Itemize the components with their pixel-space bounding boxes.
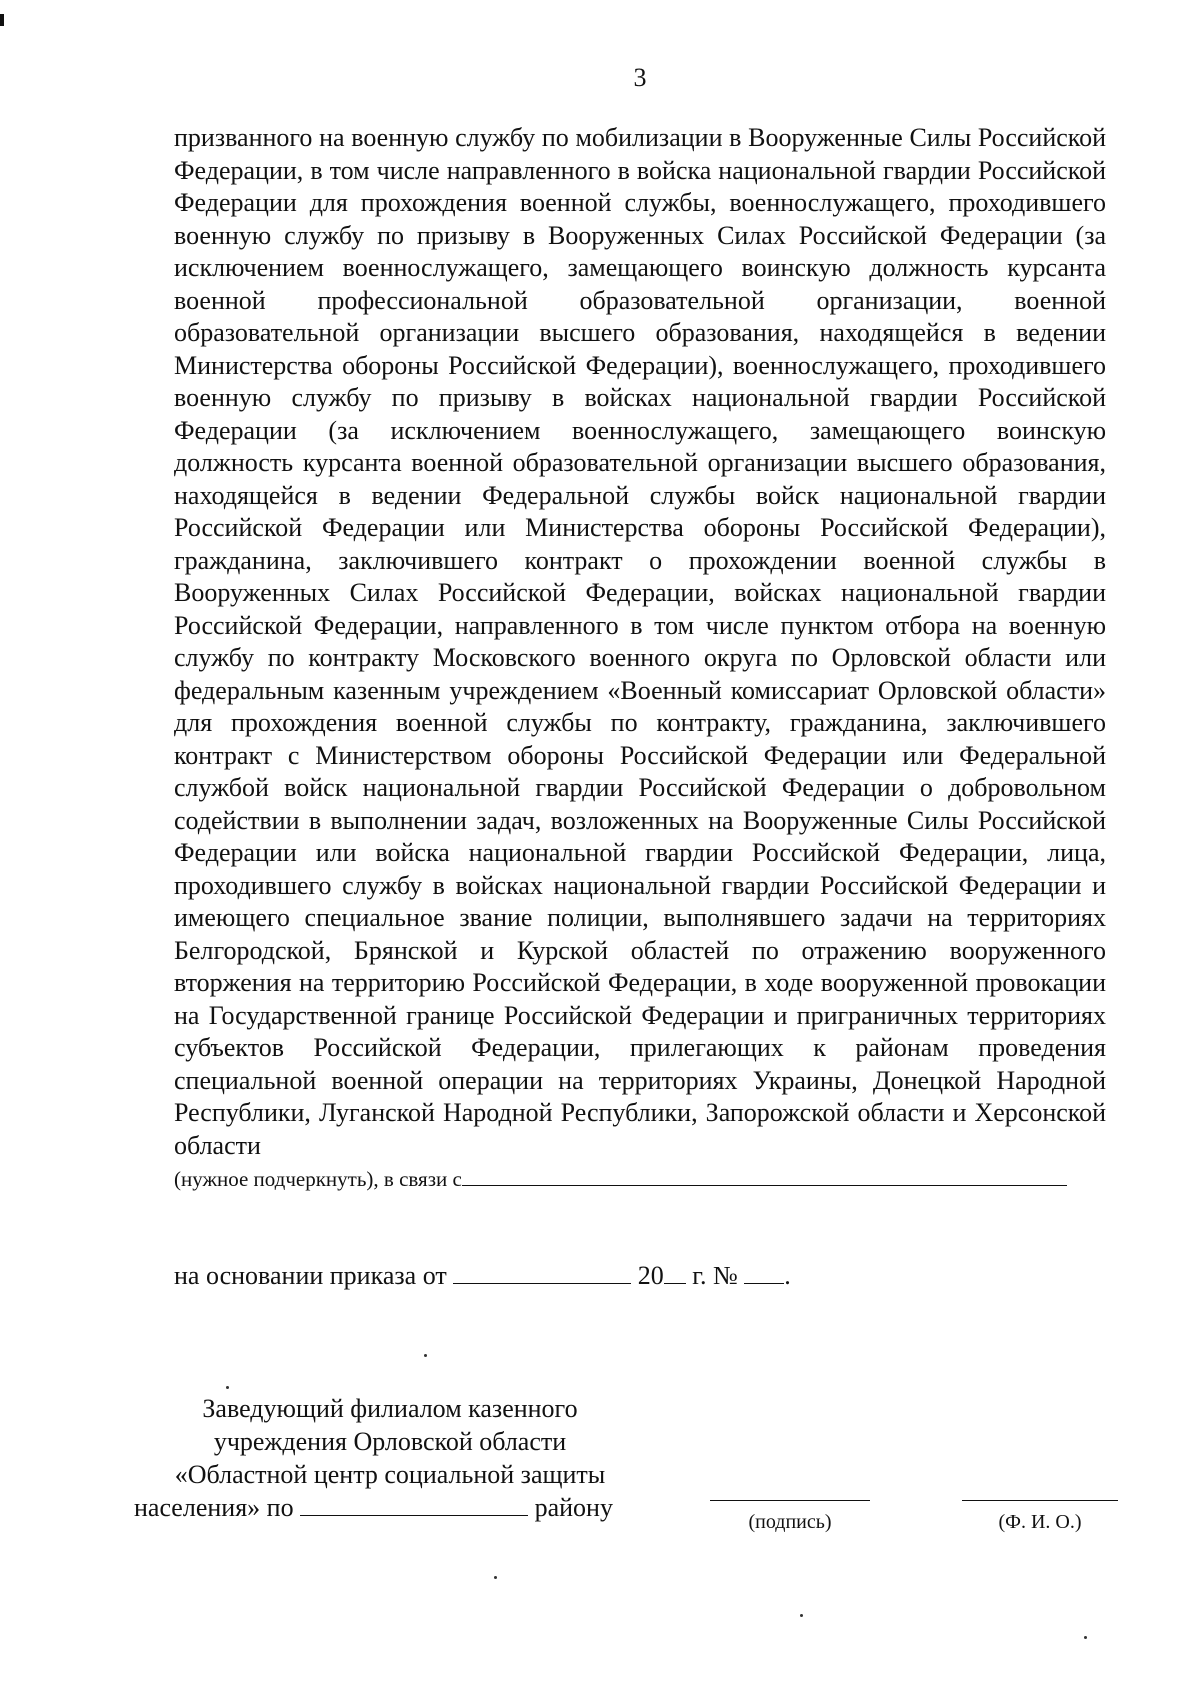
order-line: [174, 1260, 791, 1292]
body-line: Российской Федерации, в том числе направленного в войска национальной: [174, 123, 1106, 185]
reason-line: [174, 1162, 1106, 1196]
body-line: призванного на военную службу по мобилизации в Вооруженные Силы: [174, 123, 972, 152]
body-line: вооруженной провокации на Государственной границе Российской: [174, 968, 1106, 1030]
order-number-label: г. №: [692, 1261, 738, 1290]
signature-caption: (подпись): [748, 1511, 832, 1533]
body-line: Народной Республики, Запорожской области и Херсонской области: [174, 1098, 1107, 1160]
signatory-title-line: «Областной центр социальной защиты: [174, 1460, 606, 1489]
body-line: по контракту, гражданина, заключившего контракт с Министерством: [174, 708, 1107, 770]
page-number: 3: [633, 63, 647, 92]
underline-note: (нужное подчеркнуть), в связи с: [174, 1167, 462, 1191]
order-prefix: на основании приказа от: [174, 1261, 447, 1290]
body-line: гвардии Российской Федерации, направленного в том числе пунктом отбора: [174, 578, 1107, 640]
body-line: службу по призыву в войсках национальной гвардии Российской Федерации: [174, 383, 1107, 445]
body-line: на военную службу по контракту Московского военного округа: [174, 610, 1107, 672]
body-line: военнослужащего, замещающего воинскую должность курсанта военной: [174, 253, 1106, 315]
signature-field: [710, 1498, 870, 1501]
body-line: обороны Российской Федерации), военнослужащего, проходившего военную: [174, 350, 1107, 412]
body-line: Федерации и приграничных территориях субъектов Российской Федерации,: [174, 1000, 1106, 1062]
district-blank: [300, 1493, 528, 1516]
scan-speck: [494, 1576, 497, 1579]
body-line: курсанта военной образовательной организации высшего образования,: [302, 448, 1106, 477]
body-line: вооруженного вторжения на территорию Российской Федерации, в ходе: [174, 935, 1107, 997]
body-line: обороны Российской Федерации или Федеральной службой войск: [174, 740, 1107, 802]
signatory-district-line: [120, 1491, 660, 1524]
body-line: находящейся в ведении Федеральной службы войск национальной гвардии: [174, 480, 1106, 510]
order-year: 20: [637, 1261, 664, 1290]
body-line: проходившего службу в войсках национальной гвардии Российской: [174, 870, 949, 900]
body-line: Российской Федерации или Министерства обороны Российской Федерации),: [174, 513, 1106, 542]
signatory-title-line: учреждения Орловской области: [213, 1427, 567, 1456]
body-line: военнослужащего, проходившего военную службу по призыву: [174, 188, 1106, 250]
body-line: по Орловской области или федеральным казенным учреждением «Военный: [174, 643, 1106, 705]
scan-edge-mark: [0, 14, 4, 26]
body-line: (за исключением военнослужащего, замещающего воинскую должность: [174, 415, 1107, 477]
scan-speck: [424, 1354, 427, 1357]
body-line: в Вооруженных Силах Российской Федерации (за исключением: [174, 220, 1107, 282]
body-line: национальной гвардии Российской Федерации о добровольном содействии: [174, 773, 1106, 835]
body-line: организации высшего образования, находящейся в ведении Министерства: [174, 318, 1106, 380]
order-end: .: [784, 1261, 791, 1290]
body-line: прилегающих к районам проведения специальной военной операции: [174, 1033, 1106, 1095]
body-line: Федерации и имеющего специальное звание полиции, выполнявшего задачи: [174, 870, 1107, 932]
signature-block: [120, 1392, 660, 1524]
order-date-blank: [453, 1261, 631, 1284]
body-line: Федерации или войска национальной гвардии Российской Федерации, лица,: [174, 838, 1106, 867]
body-line: гражданина, заключившего контракт о прохождении военной службы: [174, 545, 1068, 575]
district-suffix: району: [534, 1493, 613, 1522]
district-prefix: населения» по: [134, 1493, 294, 1522]
body-line: гвардии Российской Федерации для прохождения военной службы,: [174, 155, 1106, 217]
scan-speck: [1084, 1636, 1087, 1639]
scan-speck: [226, 1386, 229, 1389]
body-line: комиссариат Орловской области» для прохождения военной службы: [174, 675, 1106, 737]
order-number-blank: [744, 1261, 784, 1284]
full-name-field: [962, 1498, 1118, 1501]
scan-speck: [800, 1614, 803, 1617]
full-name-caption: (Ф. И. О.): [998, 1511, 1082, 1533]
body-line: на территориях Украины, Донецкой Народной Республики, Луганской: [174, 1065, 1106, 1127]
body-line: в выполнении задач, возложенных на Вооруженные Силы Российской: [308, 805, 1107, 835]
reason-blank: [462, 1163, 1067, 1186]
body-line: на территориях Белгородской, Брянской и Курской областей по отражению: [174, 903, 1106, 965]
body-line: в Вооруженных Силах Российской Федерации, войсках национальной: [174, 545, 1106, 607]
body-line: профессиональной образовательной организации, военной образовательной: [174, 285, 1106, 347]
body-paragraph: [174, 122, 1106, 1196]
order-year-blank: [664, 1261, 686, 1284]
signatory-title-line: Заведующий филиалом казенного: [202, 1394, 578, 1423]
